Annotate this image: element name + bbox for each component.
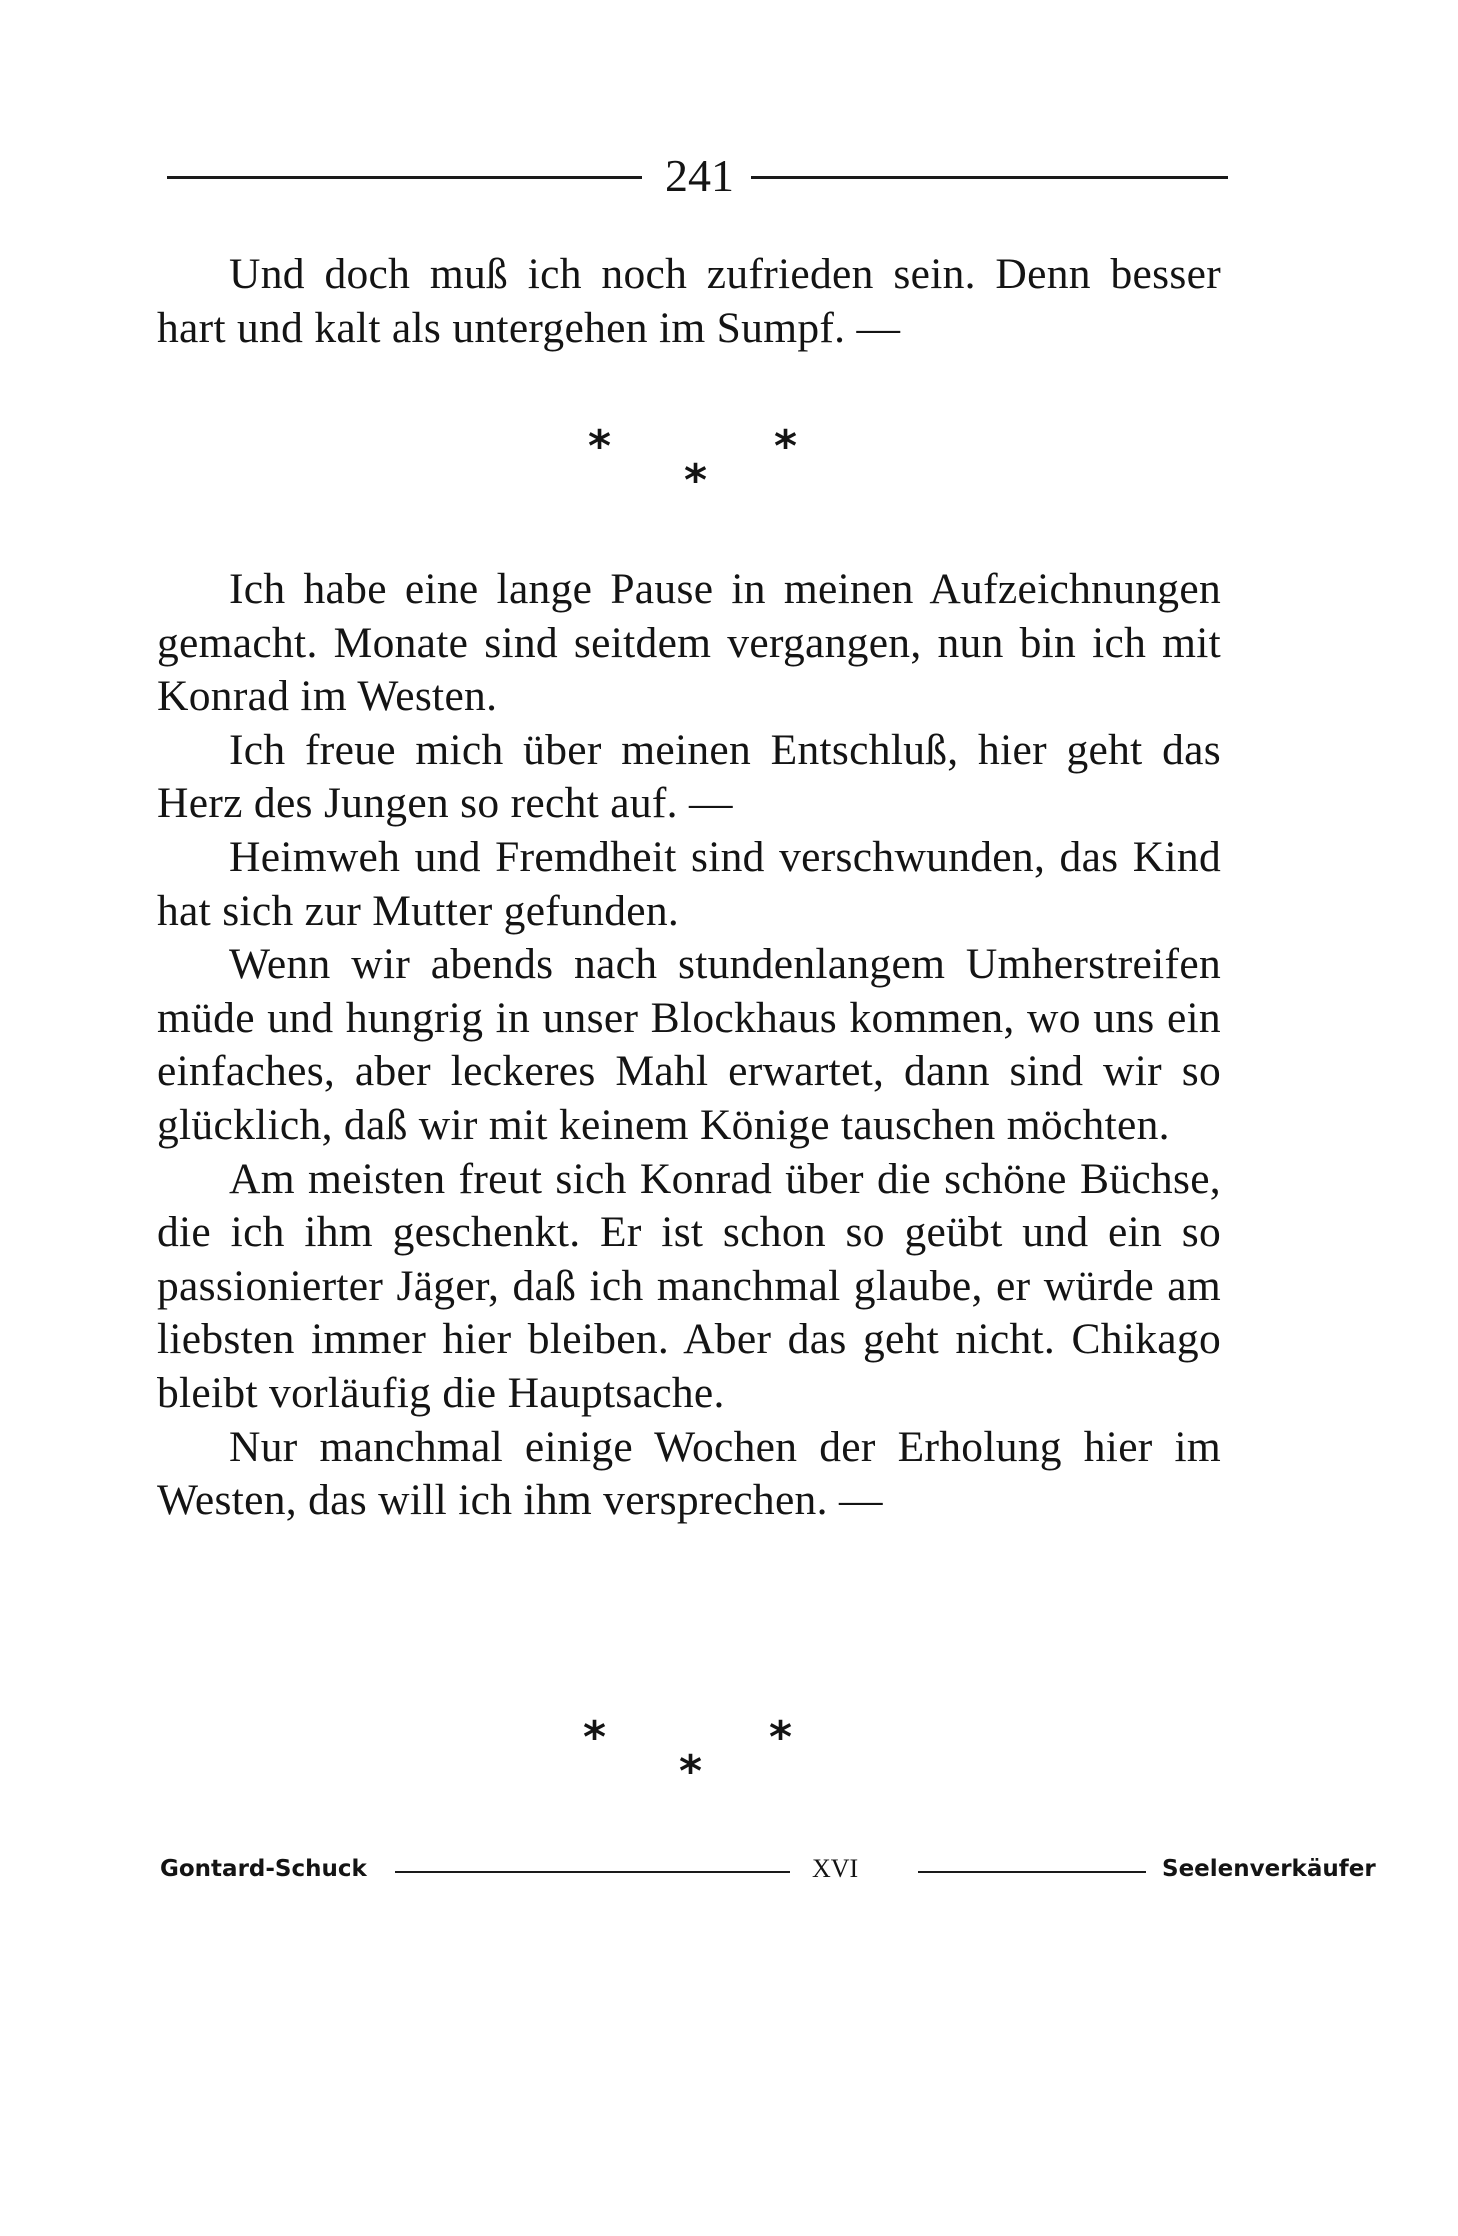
paragraph: Heimweh und Fremdheit sind verschwunden, das Kind hat sich zur Mutter gefunden. (157, 832, 1221, 935)
signature-rule-right (918, 1871, 1146, 1873)
asterisk-icon: * (774, 421, 798, 472)
paragraph: Am meisten freut sich Konrad über die schöne Büchse, die ich ihm geschenkt. Er ist schon so geübt und ein so passionierter Jäger, daß ich manchmal glaube, er würde am liebsten immer hier bleiben. Aber das geht nicht. Chikago bleibt vorläufig die Hauptsache. (157, 1154, 1221, 1417)
paragraph: Ich freue mich über meinen Entschluß, hier geht das Herz des Jungen so recht auf. — (157, 725, 1221, 828)
signature-title: Seelenverkäufer (1162, 1856, 1376, 1882)
asterisk-icon: * (588, 421, 612, 472)
signature-volume: XVI (812, 1854, 859, 1883)
signature-rule-left (395, 1871, 790, 1873)
paragraph: Ich habe eine lange Pause in meinen Aufzeichnungen gemacht. Monate sind seitdem vergangen, nun bin ich mit Konrad im Westen. (157, 565, 1221, 721)
header-rule-right (751, 176, 1228, 179)
signature-author: Gontard-Schuck (160, 1856, 367, 1882)
paragraph: Wenn wir abends nach stundenlangem Umherstreifen müde und hungrig in unser Blockhaus kommen, wo uns ein einfaches, aber leckeres Mahl erwartet, dann sind wir so glücklich, daß wir mit keinem Könige tauschen möchten. (157, 940, 1221, 1149)
running-header (167, 148, 1228, 208)
signature-line (160, 1852, 1376, 1892)
text-block-1 (157, 248, 1221, 355)
asterism-divider (570, 421, 830, 525)
paragraph: Nur manchmal einige Wochen der Erholung hier im Westen, das will ich ihm versprechen. — (157, 1422, 1221, 1525)
header-rule-left (167, 176, 642, 179)
asterisk-icon: * (679, 1746, 703, 1797)
asterism-divider (565, 1712, 825, 1816)
page-number: 241 (665, 150, 734, 201)
text-block-2 (157, 563, 1221, 1528)
asterisk-icon: * (769, 1712, 793, 1763)
paragraph: Und doch muß ich noch zufrieden sein. Denn besser hart und kalt als untergehen im Sumpf. — (157, 250, 1221, 352)
asterisk-icon: * (583, 1712, 607, 1763)
asterisk-icon: * (684, 455, 708, 506)
